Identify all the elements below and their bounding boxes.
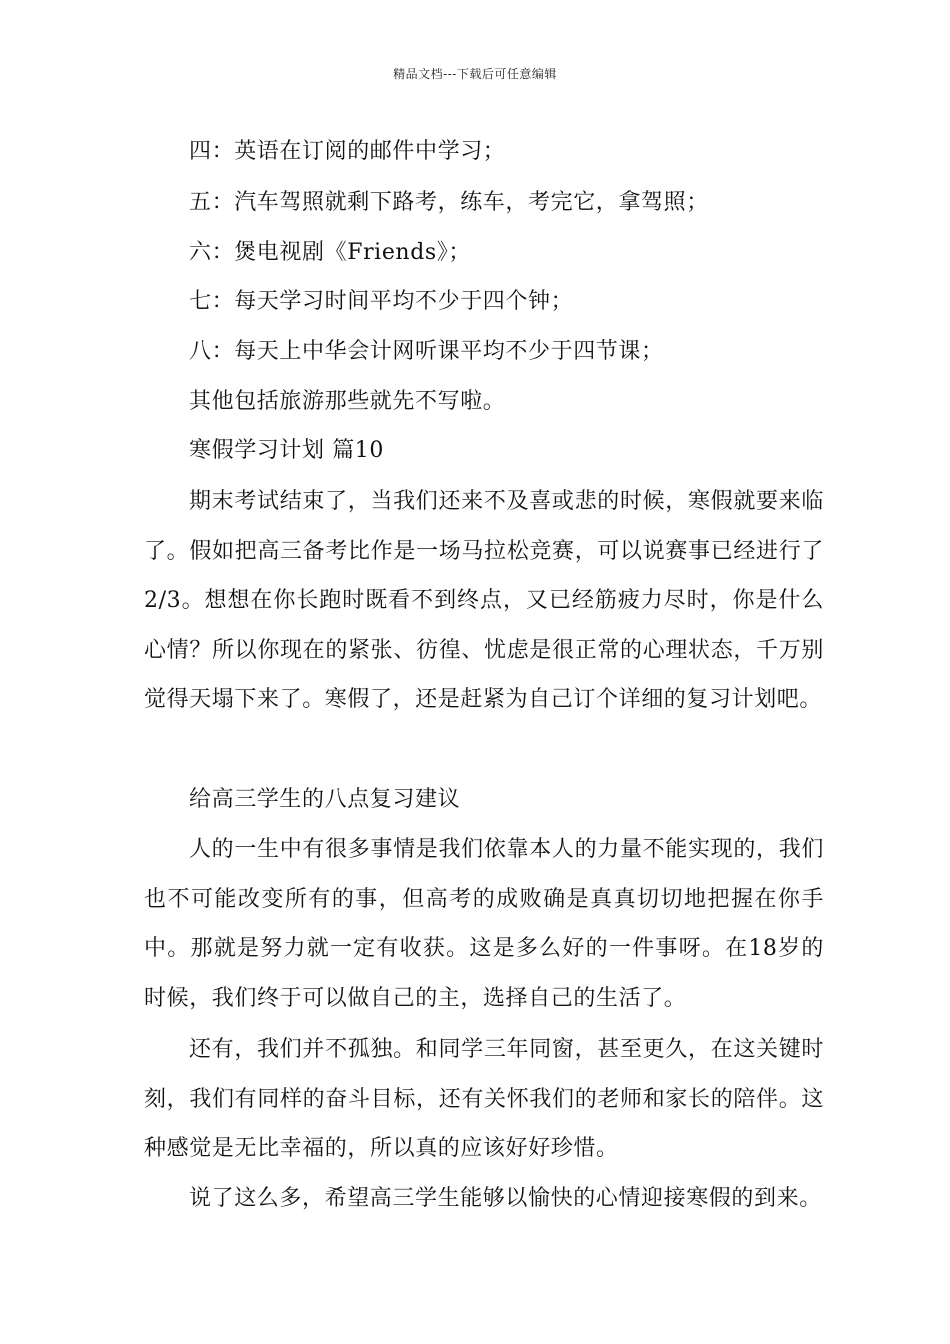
list-item-6: 六：煲电视剧《Friends》； <box>189 240 471 265</box>
list-item-8: 八：每天上中华会计网听课平均不少于四节课； <box>189 339 664 364</box>
list-item-5: 五：汽车驾照就剩下路考，练车，考完它，拿驾照； <box>189 190 709 215</box>
closing-line: 其他包括旅游那些就先不写啦。 <box>189 389 506 414</box>
paragraph-effort: 人的一生中有很多事情是我们依靠本人的力量不能实现的，我们也不可能改变所有的事，但高考的成败确是真真切切地把握在你手中。那就是努力就一定有收获。这是多么好的一件事呀。在18岁的时候，我们终于可以做自己的主，选择自己的生活了。 <box>144 837 824 1011</box>
page-header-watermark: 精品文档---下载后可任意编辑 <box>393 67 557 81</box>
paragraph-closing: 说了这么多，希望高三学生能够以愉快的心情迎接寒假的到来。 <box>189 1186 822 1211</box>
paragraph-intro: 期末考试结束了，当我们还来不及喜或悲的时候，寒假就要来临了。假如把高三备考比作是一场马拉松竞赛，可以说赛事已经进行了2/3。想想在你长跑时既看不到终点，又已经筋疲力尽时，你是什么心情？所以你现在的紧张、彷徨、忧虑是很正常的心理状态，千万别觉得天塌下来了。寒假了，还是赶紧为自己订个详细的复习计划吧。 <box>144 489 824 712</box>
section-title: 寒假学习计划 篇10 <box>189 438 384 463</box>
list-item-4: 四：英语在订阅的邮件中学习； <box>189 139 506 164</box>
paragraph-not-alone: 还有，我们并不孤独。和同学三年同窗，甚至更久，在这关键时刻，我们有同样的奋斗目标，还有关怀我们的老师和家长的陪伴。这种感觉是无比幸福的，所以真的应该好好珍惜。 <box>144 1037 824 1161</box>
list-item-7: 七：每天学习时间平均不少于四个钟； <box>189 289 574 314</box>
paragraph-subheading: 给高三学生的八点复习建议 <box>189 787 461 812</box>
